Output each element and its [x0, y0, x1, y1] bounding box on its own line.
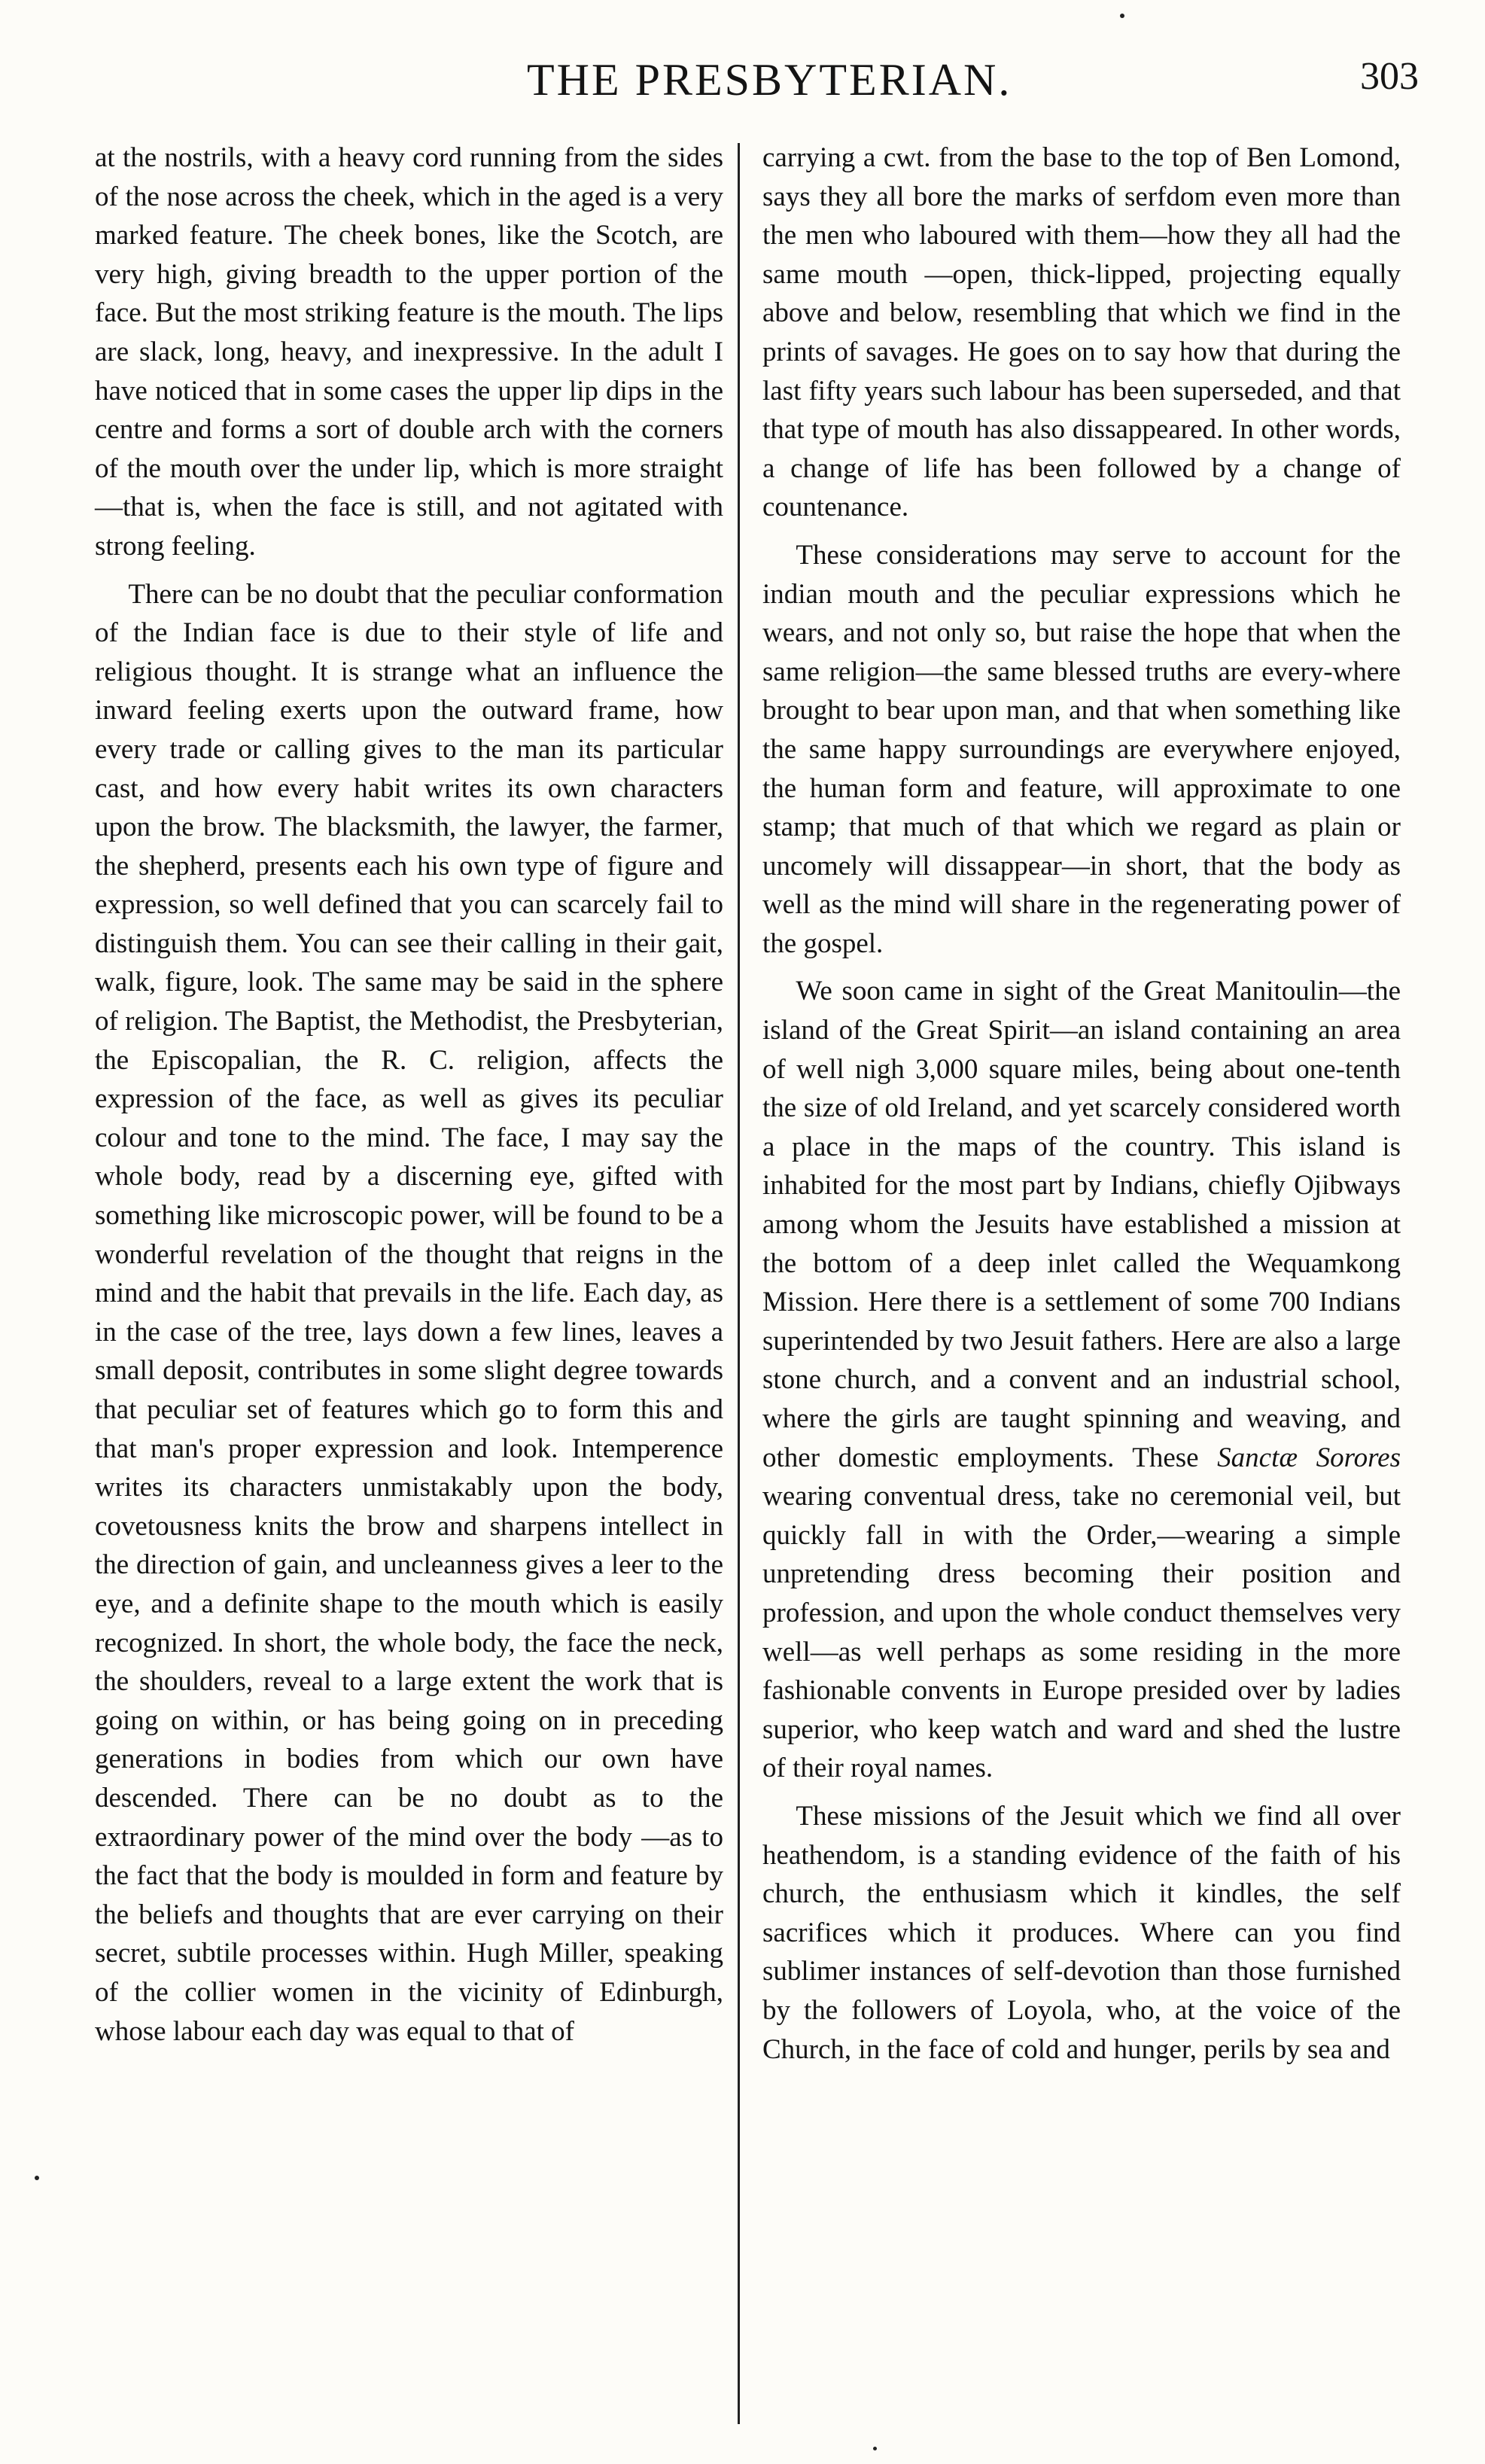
ink-speck: [1120, 14, 1124, 18]
page-number: 303: [1360, 55, 1419, 98]
right-paragraph-3-end: wearing conventual dress, take no ceremonial veil, but quickly fall in with the Order,—wearing a simple unpretending dress becoming their position and profession, and upon the whole conduct themselves very well—as well perhaps as some residing in the more fashionable convents in Europe presided over by ladies superior, who keep watch and ward and shed the lustre of their royal names.: [762, 1481, 1401, 1784]
right-paragraph-3: [762, 972, 1401, 1787]
right-paragraph-1: carrying a cwt. from the base to the top of Ben Lomond, says they all bore the marks of serfdom even more than the men who laboured with them—how they all had the same mouth —open, thick-lipped, projecting equally above and below, resembling that which we find in the prints of savages. He goes on to say how that during the last fifty years such labour has been superseded, and that that type of mouth has also dissappeared. In other words, a change of life has been followed by a change of countenance.: [762, 142, 1401, 523]
right-paragraph-4: These missions of the Jesuit which we find all over heathendom, is a standing evidence of the faith of his church, the enthusiasm which it kindles, the self sacrifices which it produces. Where can you find sublimer instances of self-devotion than those furnished by the followers of Loyola, who, at the voice of the Church, in the face of cold and hunger, perils by sea and: [762, 1800, 1401, 2065]
page-header: [0, 54, 1485, 114]
left-paragraph-2: There can be no doubt that the peculiar conformation of the Indian face is due to their style of life and religious thought. It is strange what an influence the inward feeling exerts upon the outward frame, how every trade or calling gives to the man its particular cast, and how every habit writes its own characters upon the brow. The blacksmith, the lawyer, the farmer, the shepherd, presents each his own type of figure and expression, so well defined that you can scarcely fail to distinguish them. You can see their calling in their gait, walk, figure, look. The same may be said in the sphere of religion. The Baptist, the Methodist, the Presbyterian, the Episcopalian, the R. C. religion, affects the expression of the face, as well as gives its peculiar colour and tone to the mind. The face, I may say the whole body, read by a discerning eye, gifted with something like microscopic power, will be found to be a wonderful revelation of the thought that reigns in the mind and the habit that prevails in the life. Each day, as in the case of the tree, lays down a few lines, leaves a small deposit, contributes in some slight degree towards that peculiar set of features which go to form this and that man's proper expression and look. Intemperence writes its characters unmistakably upon the body, covetousness knits the brow and sharpens intellect in the direction of gain, and uncleanness gives a leer to the eye, and a definite shape to the mouth which is easily recognized. In short, the whole body, the face the neck, the shoulders, reveal to a large extent the work that is going on within, or has being going on in preceding generations in bodies from which our own have descended. There can be no doubt as to the extraordinary power of the mind over the body —as to the fact that the body is moulded in form and feature by the beliefs and thoughts that are ever carrying on their secret, subtile processes within. Hugh Miller, speaking of the collier women in the vicinity of Edinburgh, whose labour each day was equal to that of: [95, 578, 723, 2047]
latin-phrase: Sanctæ Sorores: [1217, 1442, 1401, 1473]
running-title: THE PRESBYTERIAN.: [527, 55, 1012, 105]
right-column: [762, 139, 1401, 2069]
left-column: [95, 139, 723, 2051]
ink-speck: [35, 2176, 39, 2180]
right-paragraph-3-text: We soon came in sight of the Great Manitoulin—the island of the Great Spirit—an island containing an area of well nigh 3,000 square miles, being about one-tenth the size of old Ireland, and yet scarcely considered worth a place in the maps of the country. This island is inhabited for the most part by Indians, chiefly Ojibways among whom the Jesuits have established a mission at the bottom of a deep inlet called the Wequamkong Mission. Here there is a settlement of some 700 Indians superintended by two Jesuit fathers. Here are also a large stone church, and a convent and an industrial school, where the girls are taught spinning and weaving, and other domestic employments. These: [762, 976, 1401, 1473]
column-divider: [738, 143, 740, 2424]
left-paragraph-1: at the nostrils, with a heavy cord running from the sides of the nose across the cheek, which in the aged is a very marked feature. The cheek bones, like the Scotch, are very high, giving breadth to the upper portion of the face. But the most striking feature is the mouth. The lips are slack, long, heavy, and inexpressive. In the adult I have noticed that in some cases the upper lip dips in the centre and forms a sort of double arch with the corners of the mouth over the under lip, which is more straight —that is, when the face is still, and not agitated with strong feeling.: [95, 142, 723, 562]
right-paragraph-2: These considerations may serve to account for the indian mouth and the peculiar expressions which he wears, and not only so, but raise the hope that when the same religion—the same blessed truths are every-where brought to bear upon man, and that when something like the same happy surroundings are everywhere enjoyed, the human form and feature, will approximate to one stamp; that much of that which we regard as plain or uncomely will dissappear—in short, that the body as well as the mind will share in the regenerating power of the gospel.: [762, 539, 1401, 959]
ink-speck: [873, 2447, 877, 2450]
